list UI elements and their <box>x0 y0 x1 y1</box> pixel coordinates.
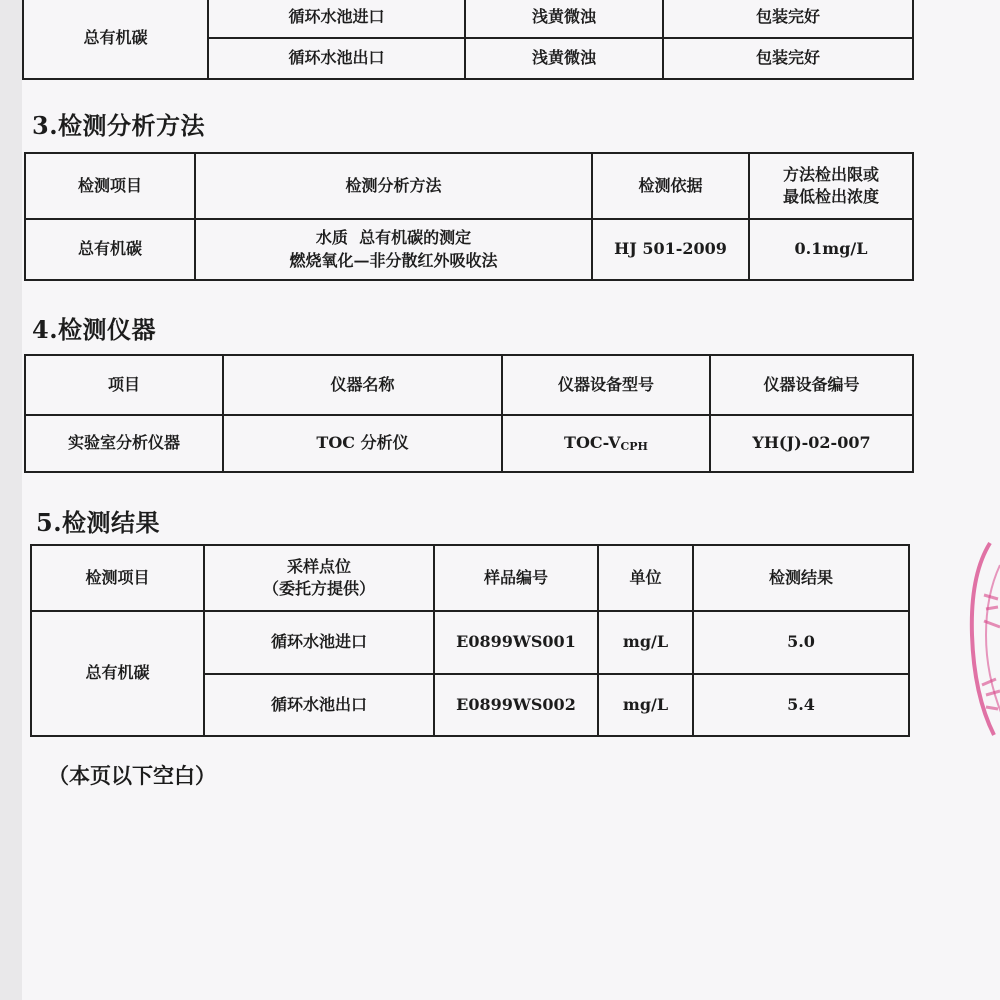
header-test-item: 检测项目 <box>25 153 195 219</box>
analysis-method-table <box>24 152 914 281</box>
header-analysis-method: 检测分析方法 <box>195 153 592 219</box>
package-state-cell: 包装完好 <box>663 0 913 38</box>
header-instrument-name: 仪器名称 <box>223 355 502 415</box>
header-detection-limit-line2: 最低检出浓度 <box>782 187 879 206</box>
basis-cell: HJ 501-2009 <box>592 219 749 280</box>
blank-below-note: （本页以下空白） <box>48 763 216 788</box>
appearance-cell: 浅黄微浊 <box>465 38 663 79</box>
header-sample-number: 样品编号 <box>434 545 598 611</box>
instrument-model-cell <box>502 415 710 472</box>
instrument-name-cell: TOC 分析仪 <box>223 415 502 472</box>
section-title-analysis-method: 3.检测分析方法 <box>32 111 206 140</box>
section-title-results: 5.检测结果 <box>36 508 161 537</box>
limit-cell: 0.1mg/L <box>749 219 913 280</box>
method-line1: 水质 总有机碳的测定 <box>315 228 472 248</box>
table-header-row <box>25 355 913 415</box>
sample-number-cell: E0899WS002 <box>434 674 598 737</box>
table-row <box>31 611 909 674</box>
sample-number-cell: E0899WS001 <box>434 611 598 674</box>
sampling-point-cell: 循环水池进口 <box>204 611 434 674</box>
package-state-cell: 包装完好 <box>663 38 913 79</box>
result-cell: 5.4 <box>693 674 909 737</box>
instrument-number-cell: YH(J)-02-007 <box>710 415 913 472</box>
results-table <box>30 544 910 737</box>
sample-state-table <box>22 0 914 80</box>
model-main: TOC-V <box>564 433 621 453</box>
sampling-point-cell: 循环水池出口 <box>208 38 465 79</box>
header-test-item: 检测项目 <box>31 545 204 611</box>
instruments-table <box>24 354 914 473</box>
header-instrument-model: 仪器设备型号 <box>502 355 710 415</box>
method-cell <box>195 219 592 280</box>
table-row <box>25 415 913 472</box>
table-row <box>23 0 913 38</box>
header-detection-limit-line1: 方法检出限或 <box>782 164 879 184</box>
header-instrument-number: 仪器设备编号 <box>710 355 913 415</box>
header-sampling-point <box>204 545 434 611</box>
unit-cell: mg/L <box>598 611 693 674</box>
item-cell: 实验室分析仪器 <box>25 415 223 472</box>
table-header-row <box>25 153 913 219</box>
report-page <box>22 0 1000 1000</box>
sampling-point-cell: 循环水池进口 <box>208 0 465 38</box>
header-basis: 检测依据 <box>592 153 749 219</box>
model-subscript: CPH <box>620 440 648 454</box>
test-item-cell: 总有机碳 <box>25 219 195 280</box>
header-unit: 单位 <box>598 545 693 611</box>
header-sampling-point-line1: 采样点位 <box>286 556 351 576</box>
header-sampling-point-line2: （委托方提供） <box>262 579 375 598</box>
appearance-cell: 浅黄微浊 <box>465 0 663 38</box>
table-row <box>25 219 913 280</box>
test-item-cell: 总有机碳 <box>31 611 204 736</box>
result-cell: 5.0 <box>693 611 909 674</box>
method-line2: 燃烧氧化—非分散红外吸收法 <box>289 250 498 270</box>
section-title-instruments: 4.检测仪器 <box>32 315 157 344</box>
header-detection-limit <box>749 153 913 219</box>
item-cell: 总有机碳 <box>23 0 208 79</box>
table-header-row <box>31 545 909 611</box>
header-result: 检测结果 <box>693 545 909 611</box>
sampling-point-cell: 循环水池出口 <box>204 674 434 737</box>
header-item: 项目 <box>25 355 223 415</box>
unit-cell: mg/L <box>598 674 693 737</box>
